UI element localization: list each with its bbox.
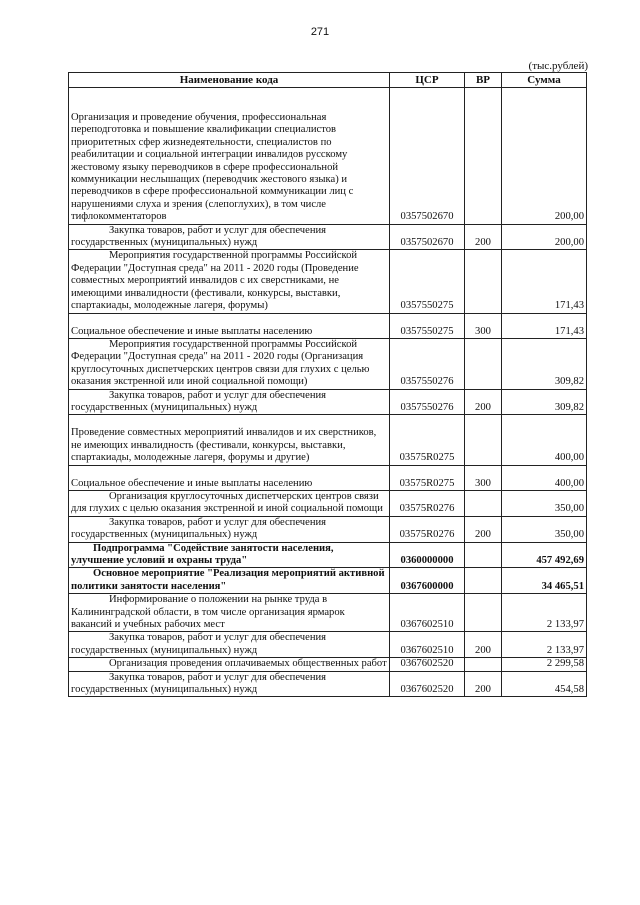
row-name: Закупка товаров, работ и услуг для обеспечения государственных (муниципальных) нужд — [69, 671, 390, 697]
table-row — [69, 88, 587, 225]
row-sum: 2 133,97 — [502, 632, 587, 658]
table-row — [69, 671, 587, 697]
row-name: Закупка товаров, работ и услуг для обеспечения государственных (муниципальных) нужд — [69, 632, 390, 658]
row-sum: 350,00 — [502, 490, 587, 516]
row-sum: 309,82 — [502, 389, 587, 415]
row-vr — [465, 338, 502, 389]
row-vr: 200 — [465, 671, 502, 697]
row-vr — [465, 594, 502, 632]
row-name: Мероприятия государственной программы Российской Федерации "Доступная среда" на 2011 - 2020 годы (Проведение совместных мероприятий инвалидов с их сверстниками, не имеющими инвалидности (фестивали, конкурсы, выставки, спартакиады, молодежные лагеря, форумы) — [69, 250, 390, 313]
row-csr: 0357502670 — [390, 224, 465, 250]
row-vr: 200 — [465, 224, 502, 250]
row-name: Информирование о положении на рынке труда в Калининградской области, в том числе организация ярмарок вакансий и учебных рабочих мест — [69, 594, 390, 632]
row-name: Подпрограмма "Содействие занятости населения, улучшение условий и охраны труда" — [69, 542, 390, 568]
table-row — [69, 389, 587, 415]
row-vr — [465, 88, 502, 225]
row-sum: 457 492,69 — [502, 542, 587, 568]
row-csr: 03575R0276 — [390, 516, 465, 542]
table-header-row — [69, 73, 587, 88]
row-vr: 200 — [465, 389, 502, 415]
row-name: Проведение совместных мероприятий инвалидов и их сверстников, не имеющих инвалидность (фестивали, конкурсы, выставки, спартакиады, молодежные лагеря, форумы и другие) — [69, 415, 390, 465]
row-name: Мероприятия государственной программы Российской Федерации "Доступная среда" на 2011 - 2020 годы (Организация круглосуточных диспетчерских центров связи для глухих с целью оказания экстренной или иной социальной помощи) — [69, 338, 390, 389]
row-csr: 0367602510 — [390, 594, 465, 632]
table-row — [69, 415, 587, 465]
row-csr: 0357550276 — [390, 338, 465, 389]
row-vr: 200 — [465, 516, 502, 542]
row-name: Социальное обеспечение и иные выплаты населению — [69, 313, 390, 338]
table-row — [69, 465, 587, 490]
header-vr: ВР — [465, 73, 502, 88]
row-vr — [465, 490, 502, 516]
row-sum: 400,00 — [502, 465, 587, 490]
row-csr: 0360000000 — [390, 542, 465, 568]
row-csr: 0367602520 — [390, 658, 465, 671]
table-row — [69, 338, 587, 389]
row-csr: 0367602510 — [390, 632, 465, 658]
table-row — [69, 490, 587, 516]
header-name: Наименование кода — [69, 73, 390, 88]
row-name: Организация круглосуточных диспетчерских центров связи для глухих с целью оказания экстренной и иной социальной помощи — [69, 490, 390, 516]
row-name: Социальное обеспечение и иные выплаты населению — [69, 465, 390, 490]
row-csr: 0367600000 — [390, 568, 465, 594]
row-sum: 200,00 — [502, 88, 587, 225]
budget-table — [68, 72, 587, 697]
row-sum: 34 465,51 — [502, 568, 587, 594]
row-vr — [465, 568, 502, 594]
row-vr: 200 — [465, 632, 502, 658]
row-csr: 03575R0275 — [390, 415, 465, 465]
table-row — [69, 568, 587, 594]
row-vr — [465, 250, 502, 313]
row-vr — [465, 542, 502, 568]
table-row — [69, 542, 587, 568]
row-sum: 171,43 — [502, 313, 587, 338]
row-name: Организация и проведение обучения, профессиональная переподготовка и повышение квалификации специалистов приоритетных сфер жизнедеятельности, специалистов по реабилитации и социальной интеграции инвалидов русскому жестовому языку переводчиков в сфере профессиональной коммуникации неслышащих (переводчик жестового языка) и переводчиков в сфере профессиональной коммуникации лиц с нарушениями слуха и зрения (слепоглухих), в том числе тифлокомментаторов — [69, 88, 390, 225]
table-row — [69, 632, 587, 658]
row-name: Закупка товаров, работ и услуг для обеспечения государственных (муниципальных) нужд — [69, 389, 390, 415]
row-sum: 2 299,58 — [502, 658, 587, 671]
row-sum: 350,00 — [502, 516, 587, 542]
row-csr: 0357502670 — [390, 88, 465, 225]
table-row — [69, 516, 587, 542]
row-sum: 171,43 — [502, 250, 587, 313]
row-sum: 309,82 — [502, 338, 587, 389]
row-name: Организация проведения оплачиваемых общественных работ — [69, 658, 390, 671]
row-sum: 400,00 — [502, 415, 587, 465]
units-label: (тыс.рублей) — [528, 60, 588, 72]
table-row — [69, 313, 587, 338]
table-row — [69, 250, 587, 313]
page-number: 271 — [310, 26, 330, 38]
row-vr — [465, 415, 502, 465]
header-sum: Сумма — [502, 73, 587, 88]
row-sum: 2 133,97 — [502, 594, 587, 632]
header-csr: ЦСР — [390, 73, 465, 88]
table-row — [69, 594, 587, 632]
row-vr: 300 — [465, 313, 502, 338]
row-csr: 0357550275 — [390, 250, 465, 313]
row-name: Закупка товаров, работ и услуг для обеспечения государственных (муниципальных) нужд — [69, 516, 390, 542]
row-csr: 0357550275 — [390, 313, 465, 338]
row-sum: 454,58 — [502, 671, 587, 697]
row-sum: 200,00 — [502, 224, 587, 250]
table-row — [69, 224, 587, 250]
row-name: Основное мероприятие "Реализация мероприятий активной политики занятости населения" — [69, 568, 390, 594]
table-row — [69, 658, 587, 671]
row-csr: 0367602520 — [390, 671, 465, 697]
row-csr: 03575R0275 — [390, 465, 465, 490]
row-csr: 03575R0276 — [390, 490, 465, 516]
row-name: Закупка товаров, работ и услуг для обеспечения государственных (муниципальных) нужд — [69, 224, 390, 250]
row-vr: 300 — [465, 465, 502, 490]
row-csr: 0357550276 — [390, 389, 465, 415]
row-vr — [465, 658, 502, 671]
